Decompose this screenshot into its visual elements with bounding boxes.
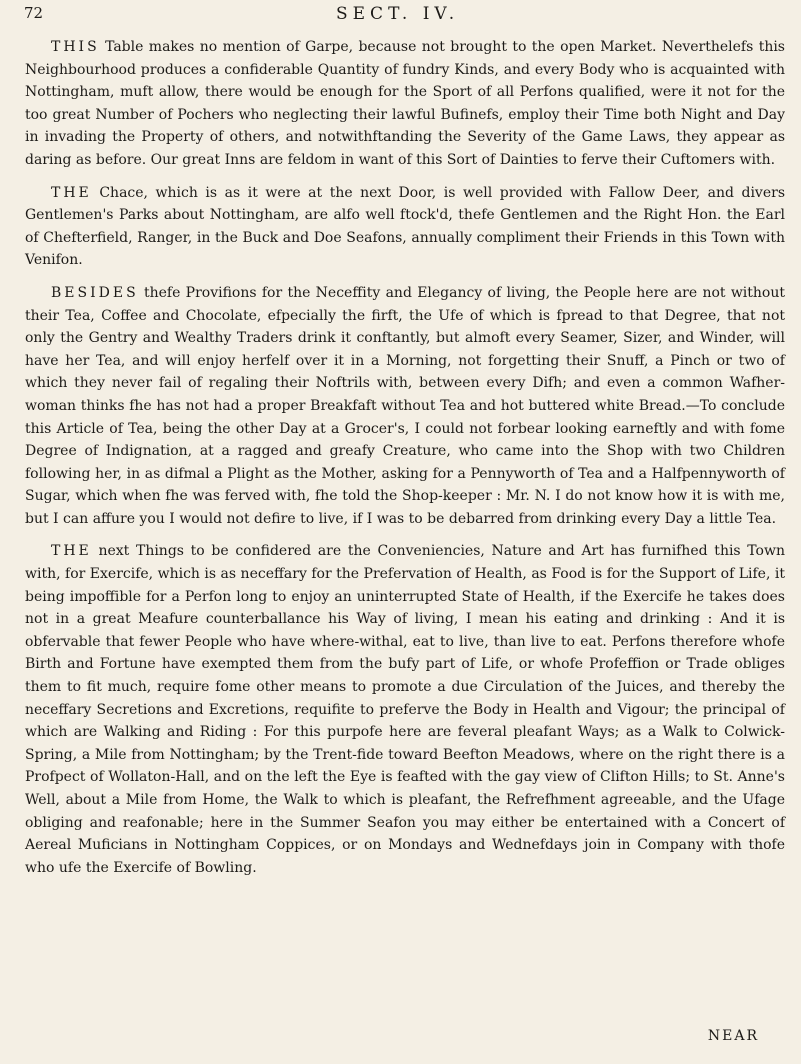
paragraph-lead: THE — [51, 184, 92, 201]
paragraph-lead: THE — [51, 543, 92, 560]
paragraph-lead: THIS — [51, 39, 100, 55]
paragraph-lead: BESIDES — [51, 284, 139, 301]
paragraph-chace — [25, 182, 785, 272]
paragraph-game — [25, 36, 785, 172]
paragraph-exercise — [25, 540, 785, 879]
page-number: 72 — [24, 4, 44, 22]
paragraph-text: Table makes no mention of Garpe, because not brought to the open Market. Neverthelefs this Neighbourhood produces a confiderable Quantity of fundry Kinds, and every Body who is acquainted with Nottingham, muft allow, there would be enough for the Sport of all Perfons qualified, were it not for the too great Number of Pochers who neglecting their lawful Bufinefs, employ their Time both Night and Day in invading the Property of others, and notwithftanding the Severity of the Game Laws, they appear as daring as before. Our great Inns are feldom in want of this Sort of Dainties to ferve their Cuftomers with. — [25, 39, 785, 168]
paragraph-text: Chace, which is as it were at the next Door, is well provided with Fallow Deer, and divers Gentlemen's Parks about Nottingham, are alfo well ftock'd, thefe Gentlemen and the Right Hon. the Earl of Chefterfield, Ranger, in the Buck and Doe Seafons, annually compliment their Friends in this Town with Venifon. — [25, 184, 785, 269]
catchword: NEAR — [707, 1028, 759, 1044]
section-heading: SECT. IV. — [336, 4, 460, 24]
paragraph-tea — [25, 282, 785, 531]
paragraph-text: next Things to be confidered are the Conveniencies, Nature and Art has furnifhed this Town with, for Exercife, which is as neceffary for the Prefervation of Health, as Food is for the Support of Life, it being impoffible for a Perfon long to enjoy an uninterrupted State of Health, if the Exercife he takes does not in a great Meafure counterballance his Way of living, I mean his eating and drinking : And it is obfervable that fewer People who have where-withal, eat to live, than live to eat. Perfons therefore whofe Birth and Fortune have exempted them from the bufy part of Life, or whofe Profeffion or Trade obliges them to fit much, require fome other means to promote a due Circulation of the Juices, and thereby the neceffary Secretions and Excretions, requifite to preferve the Body in Health and Vigour; the principal of which are Walking and Riding : For this purpofe here are feveral pleafant Ways; as a Walk to Colwick-Spring, a Mile from Nottingham; by the Trent-fide toward Beefton Meadows, where on the right there is a Profpect of Wollaton-Hall, and on the left the Eye is feafted with the gay view of Clifton Hills; to St. Anne's Well, about a Mile from Home, the Walk to which is pleafant, the Refrefhment agreeable, and the Ufage obliging and reafonable; here in the Summer Seafon you may either be entertained with a Concert of Aereal Muficians in Nottingham Coppices, or on Mondays and Wednefdays join in Company with thofe who ufe the Exercife of Bowling. — [25, 543, 785, 876]
paragraph-text: thefe Provifions for the Neceffity and Elegancy of living, the People here are not without their Tea, Coffee and Chocolate, efpecially the firft, the Ufe of which is fpread to that Degree, that not only the Gentry and Wealthy Traders drink it conftantly, but almoft every Seamer, Sizer, and Winder, will have her Tea, and will enjoy herfelf over it in a Morning, not forgetting their Snuff, a Pinch or two of which they never fail of regaling their Noftrils with, between every Difh; and even a common Wafher-woman thinks fhe has not had a proper Breakfaft without Tea and hot buttered white Bread.—To conclude this Article of Tea, being the other Day at a Grocer's, I could not forbear looking earneftly and with fome Degree of Indignation, at a ragged and greafy Creature, who came into the Shop with two Children following her, in as difmal a Plight as the Mother, asking for a Pennyworth of Tea and a Halfpennyworth of Sugar, which when fhe was ferved with, fhe told the Shop-keeper : Mr. N. I do not know how it is with me, but I can affure you I would not defire to live, if I was to be debarred from drinking every Day a little Tea. — [25, 284, 785, 527]
body-text — [25, 36, 785, 889]
running-header — [24, 4, 777, 30]
